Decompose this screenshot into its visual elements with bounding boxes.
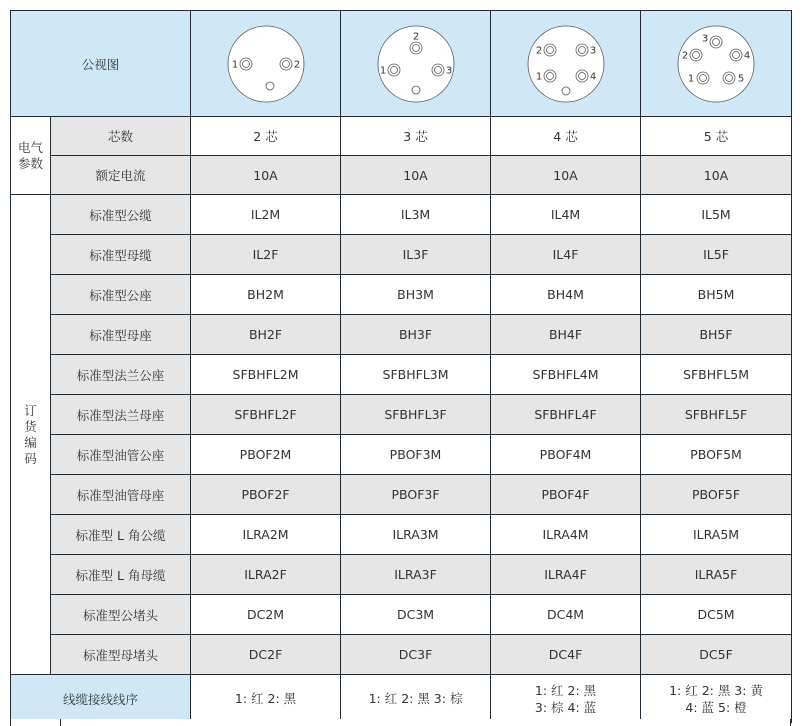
row-label: 标准型公缆 [51,195,191,235]
pin-number-label: 2 [293,59,300,70]
table-cell: SFBHFL4F [491,395,641,435]
table-cell: ILRA5M [641,515,792,555]
table-cell: SFBHFL2F [191,395,341,435]
wiring-cell [641,675,792,723]
table-cell: DC2M [191,595,341,635]
table-cell: DC2F [191,635,341,675]
row-label: 标准型 L 角公缆 [51,515,191,555]
table-row [11,515,792,555]
table-cell: ILRA5F [641,555,792,595]
table-row [11,156,792,195]
table-row [11,275,792,315]
table-cell: ILRA3M [341,515,491,555]
electrical-group-label: 电气参数 [11,117,51,195]
table-cell: ILRA3F [341,555,491,595]
table-cell: 10A [191,156,341,195]
table-cell: IL4M [491,195,641,235]
table-row [11,395,792,435]
table-cell: PBOF2M [191,435,341,475]
row-label: 标准型母座 [51,315,191,355]
pin-diagram-cell [341,11,491,117]
table-cell: PBOF5M [641,435,792,475]
pin-number-label: 4 [743,50,751,61]
pin-number-label: 2 [681,50,689,61]
table-cell: SFBHFL3M [341,355,491,395]
connector-face [228,26,304,102]
table-cell: ILRA2M [191,515,341,555]
row-label: 标准型公座 [51,275,191,315]
table-cell: BH5F [641,315,792,355]
table-cell: IL3M [341,195,491,235]
table-cell: SFBHFL3F [341,395,491,435]
table-cell: IL2M [191,195,341,235]
table-row [11,635,792,675]
pin-number-label: 4 [589,71,596,82]
pin-number-label: 1 [535,71,542,82]
table-cell: IL5F [641,235,792,275]
table-cell: BH2M [191,275,341,315]
pin-diagram-cell [641,11,792,117]
pin-diagram-4 [526,24,606,104]
table-cell: BH3M [341,275,491,315]
wiring-cell [491,675,641,723]
table-cell: SFBHFL5F [641,395,792,435]
table-row [11,435,792,475]
table-cell: BH3F [341,315,491,355]
table-cell: 10A [341,156,491,195]
table-cell: PBOF5F [641,475,792,515]
table-cell: PBOF2F [191,475,341,515]
table-cell: SFBHFL4M [491,355,641,395]
table-cell: 4 芯 [491,117,641,156]
row-label: 标准型油管公座 [51,435,191,475]
row-label: 标准型 L 角母缆 [51,555,191,595]
connector-face [528,26,604,102]
row-label: 标准型法兰母座 [51,395,191,435]
table-cell: IL4F [491,235,641,275]
table-cell: SFBHFL2M [191,355,341,395]
table-continuation [10,719,791,726]
pin-diagram-3 [376,24,456,104]
table-cell: PBOF3M [341,435,491,475]
table-cell: BH4F [491,315,641,355]
table-cell: DC5M [641,595,792,635]
pin-number-label: 5 [737,73,745,84]
table-cell: ILRA2F [191,555,341,595]
table-cell: DC3M [341,595,491,635]
table-cell: 10A [491,156,641,195]
table-cell: PBOF4F [491,475,641,515]
row-label: 标准型母缆 [51,235,191,275]
table-row [11,195,792,235]
pin-number-label: 1 [379,65,386,76]
table-cell: IL2F [191,235,341,275]
pin-view-row [11,11,792,117]
table-row [11,595,792,635]
table-cell: BH2F [191,315,341,355]
pin-diagram-cell [191,11,341,117]
table-row [11,475,792,515]
table-cell: IL5M [641,195,792,235]
wiring-line: 3: 棕 4: 蓝 [534,699,597,715]
table-cell: ILRA4F [491,555,641,595]
row-label: 标准型公堵头 [51,595,191,635]
table-cell: 5 芯 [641,117,792,156]
wiring-cell [341,675,491,723]
connector-face [678,26,754,102]
table-cell: 2 芯 [191,117,341,156]
table-cell: SFBHFL5M [641,355,792,395]
table-cell: IL3F [341,235,491,275]
table-row [11,555,792,595]
pin-view-header: 公视图 [11,11,191,117]
row-label: 标准型母堵头 [51,635,191,675]
wiring-line: 1: 红 2: 黑 3: 棕 [368,691,463,706]
pin-number-label: 3 [589,45,596,56]
wiring-row [11,675,792,723]
table-row [11,315,792,355]
wiring-line: 4: 蓝 5: 橙 [685,699,747,715]
pin-diagram-2 [226,24,306,104]
table-row [11,355,792,395]
wiring-label: 线缆接线线序 [11,675,191,723]
ordering-group-label: 订货编码 [11,195,51,675]
row-label: 芯数 [51,117,191,156]
pin-number-label: 2 [535,45,542,56]
table-cell: DC4M [491,595,641,635]
table-cell: 10A [641,156,792,195]
wiring-line: 1: 红 2: 黑 [534,682,597,698]
table-cell: PBOF4M [491,435,641,475]
pin-number-label: 1 [687,73,695,84]
table-cell: PBOF3F [341,475,491,515]
table-cell: DC3F [341,635,491,675]
pin-number-label: 3 [445,65,452,76]
table-cell: ILRA4M [491,515,641,555]
row-label: 标准型油管母座 [51,475,191,515]
wiring-line: 1: 红 2: 黑 [234,691,297,706]
pin-number-label: 2 [412,31,419,42]
pin-diagram-cell [491,11,641,117]
table-cell: DC4F [491,635,641,675]
table-cell: DC5F [641,635,792,675]
row-label: 额定电流 [51,156,191,195]
table-cell: BH5M [641,275,792,315]
table-row [11,117,792,156]
table-cell: BH4M [491,275,641,315]
pin-number-label: 1 [231,59,238,70]
wiring-line: 1: 红 2: 黑 3: 黄 [669,682,763,698]
table-cell: 3 芯 [341,117,491,156]
divider [60,719,61,726]
connector-spec-table [10,10,792,723]
table-row [11,235,792,275]
pin-number-label: 3 [701,33,709,44]
pin-diagram-5 [676,24,756,104]
wiring-cell [191,675,341,723]
row-label: 标准型法兰公座 [51,355,191,395]
